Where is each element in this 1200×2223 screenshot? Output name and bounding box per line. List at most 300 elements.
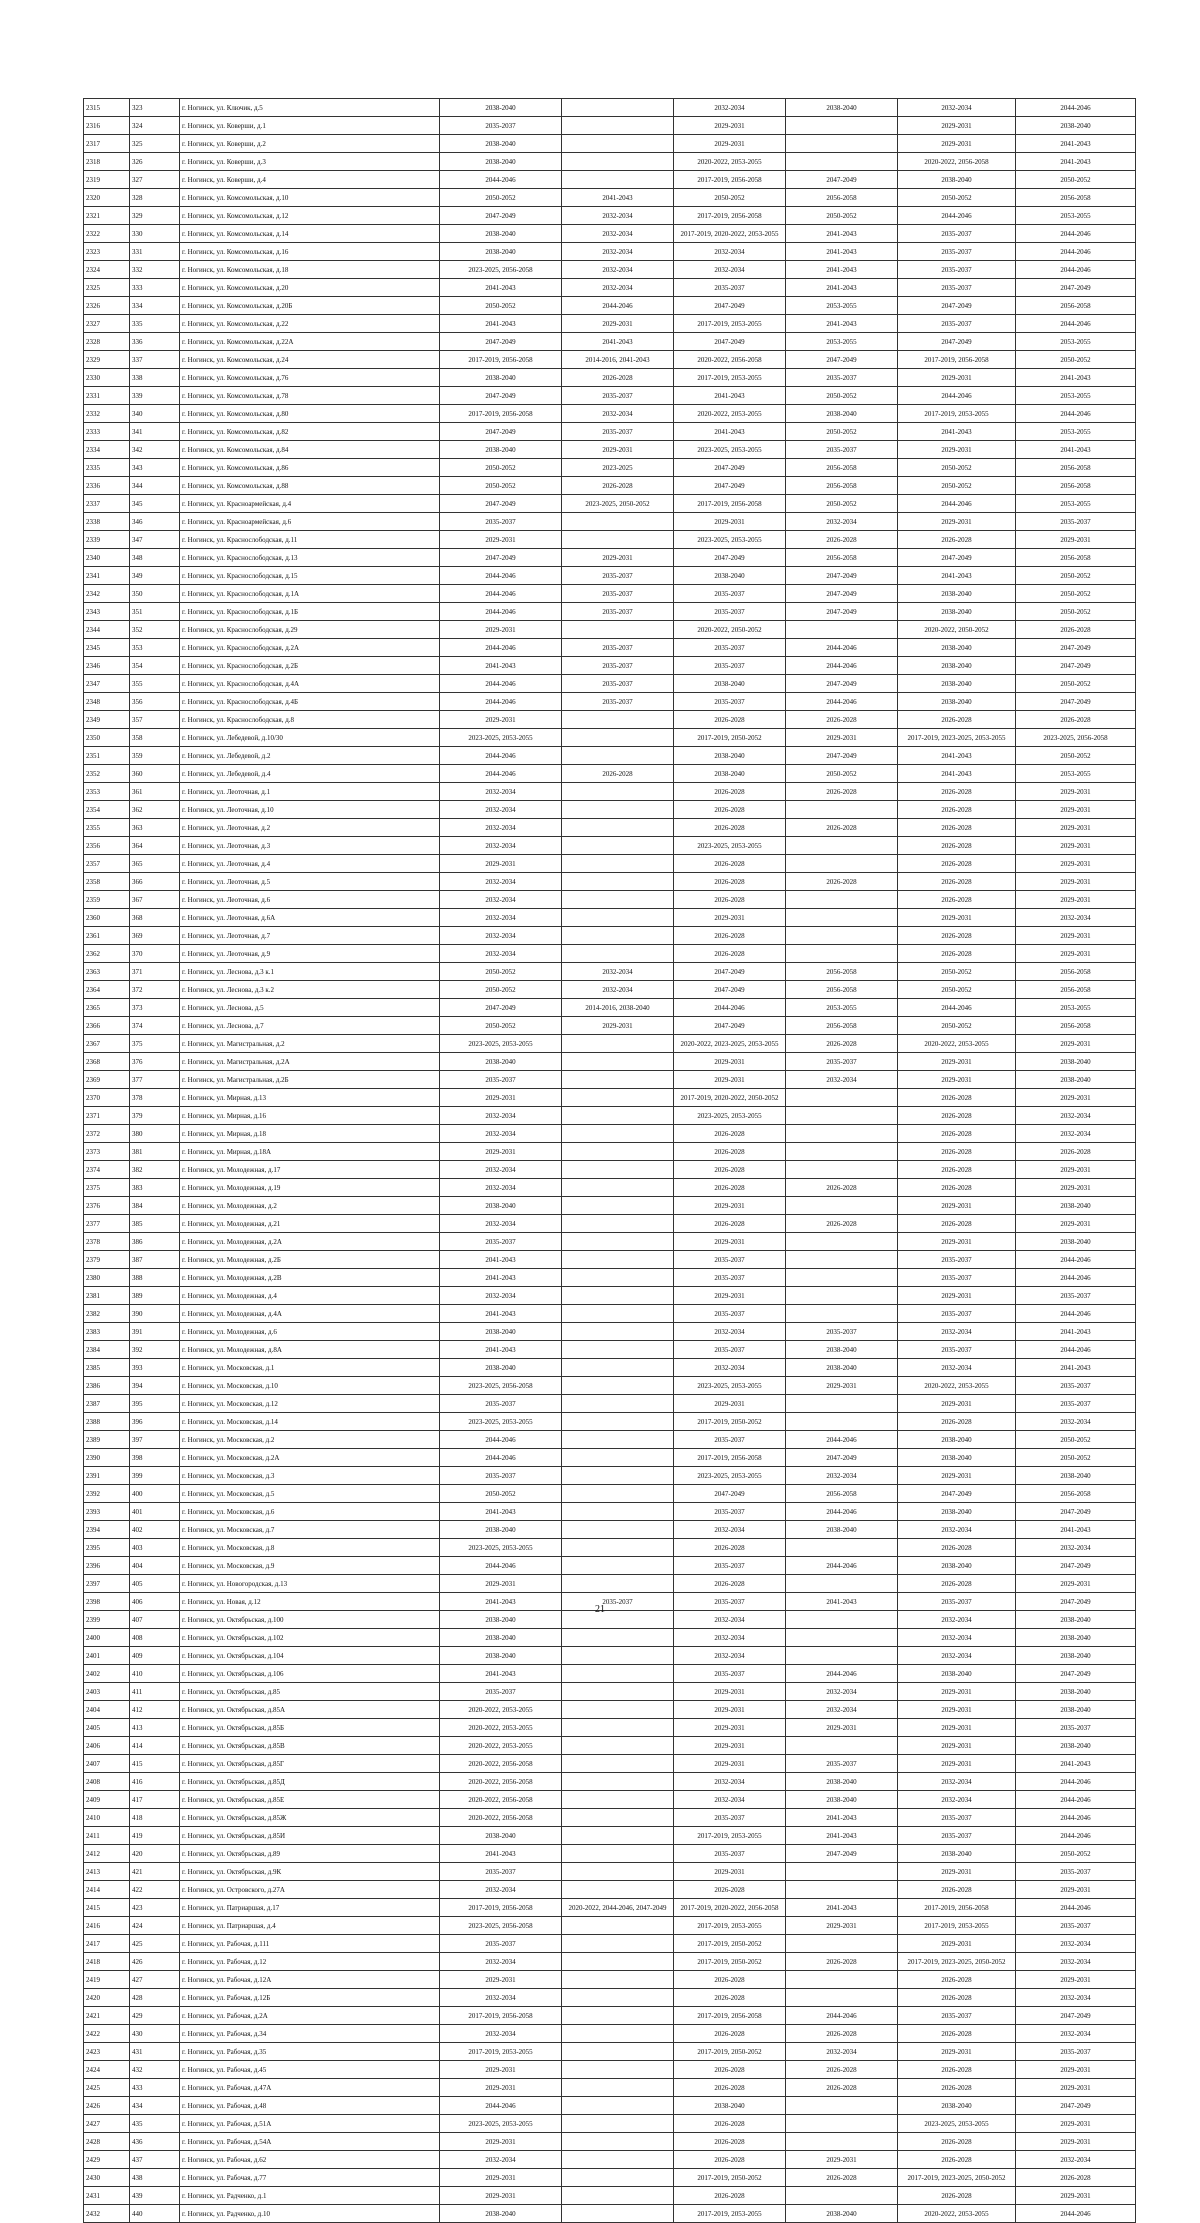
period-4-cell: 2038-2040: [786, 1521, 898, 1539]
period-1-cell: 2035-2037: [440, 513, 562, 531]
table-row: [84, 459, 1136, 477]
period-6-cell: 2029-2031: [1016, 891, 1136, 909]
period-1-cell: 2044-2046: [440, 567, 562, 585]
period-1-cell: 2029-2031: [440, 1575, 562, 1593]
address-cell: г. Ногинск, ул. Патриаршая, д.4: [180, 1917, 440, 1935]
period-1-cell: 2029-2031: [440, 621, 562, 639]
period-4-cell: [786, 117, 898, 135]
period-3-cell: 2032-2034: [674, 243, 786, 261]
building-id-cell: 390: [130, 1305, 180, 1323]
period-6-cell: 2032-2034: [1016, 1935, 1136, 1953]
building-id-cell: 343: [130, 459, 180, 477]
building-id-cell: 393: [130, 1359, 180, 1377]
row-number-cell: 2357: [84, 855, 130, 873]
period-5-cell: 2035-2037: [898, 1827, 1016, 1845]
period-5-cell: 2032-2034: [898, 1359, 1016, 1377]
period-5-cell: 2035-2037: [898, 315, 1016, 333]
period-4-cell: 2032-2034: [786, 2043, 898, 2061]
building-id-cell: 376: [130, 1053, 180, 1071]
row-number-cell: 2321: [84, 207, 130, 225]
period-4-cell: 2056-2058: [786, 963, 898, 981]
period-1-cell: 2038-2040: [440, 1323, 562, 1341]
address-cell: г. Ногинск, ул. Краснослободская, д.29: [180, 621, 440, 639]
address-cell: г. Ногинск, ул. Октябрьская, д.85Г: [180, 1755, 440, 1773]
period-6-cell: 2038-2040: [1016, 1629, 1136, 1647]
table-row: [84, 729, 1136, 747]
period-6-cell: 2050-2052: [1016, 1845, 1136, 1863]
period-2-cell: [562, 1269, 674, 1287]
building-id-cell: 402: [130, 1521, 180, 1539]
period-2-cell: 2029-2031: [562, 549, 674, 567]
row-number-cell: 2349: [84, 711, 130, 729]
building-id-cell: 361: [130, 783, 180, 801]
period-3-cell: 2026-2028: [674, 945, 786, 963]
row-number-cell: 2369: [84, 1071, 130, 1089]
table-row: [84, 153, 1136, 171]
period-4-cell: 2035-2037: [786, 441, 898, 459]
table-row: [84, 2025, 1136, 2043]
row-number-cell: 2350: [84, 729, 130, 747]
period-4-cell: 2038-2040: [786, 1791, 898, 1809]
period-4-cell: [786, 1269, 898, 1287]
row-number-cell: 2400: [84, 1629, 130, 1647]
address-cell: г. Ногинск, ул. Радченко, д.1: [180, 2187, 440, 2205]
period-5-cell: 2026-2028: [898, 1161, 1016, 1179]
period-2-cell: 2032-2034: [562, 981, 674, 999]
period-1-cell: 2032-2034: [440, 1881, 562, 1899]
period-6-cell: 2029-2031: [1016, 801, 1136, 819]
row-number-cell: 2365: [84, 999, 130, 1017]
period-6-cell: 2041-2043: [1016, 1323, 1136, 1341]
period-1-cell: 2023-2025, 2056-2058: [440, 1917, 562, 1935]
period-3-cell: 2029-2031: [674, 1395, 786, 1413]
period-6-cell: 2047-2049: [1016, 2097, 1136, 2115]
period-4-cell: [786, 1305, 898, 1323]
address-cell: г. Ногинск, ул. Октябрьская, д.85Ж: [180, 1809, 440, 1827]
row-number-cell: 2379: [84, 1251, 130, 1269]
period-3-cell: 2032-2034: [674, 1629, 786, 1647]
period-6-cell: 2050-2052: [1016, 351, 1136, 369]
period-6-cell: 2029-2031: [1016, 1971, 1136, 1989]
period-3-cell: 2029-2031: [674, 1701, 786, 1719]
period-4-cell: 2050-2052: [786, 423, 898, 441]
period-5-cell: 2032-2034: [898, 1647, 1016, 1665]
building-id-cell: 424: [130, 1917, 180, 1935]
row-number-cell: 2330: [84, 369, 130, 387]
period-1-cell: 2020-2022, 2053-2055: [440, 1737, 562, 1755]
row-number-cell: 2360: [84, 909, 130, 927]
row-number-cell: 2402: [84, 1665, 130, 1683]
address-cell: г. Ногинск, ул. Октябрьская, д.85И: [180, 1827, 440, 1845]
period-5-cell: 2038-2040: [898, 1449, 1016, 1467]
period-4-cell: 2047-2049: [786, 1845, 898, 1863]
period-3-cell: 2029-2031: [674, 513, 786, 531]
period-6-cell: 2023-2025, 2056-2058: [1016, 729, 1136, 747]
table-row: [84, 639, 1136, 657]
period-4-cell: [786, 2115, 898, 2133]
period-1-cell: 2044-2046: [440, 639, 562, 657]
period-3-cell: 2023-2025, 2053-2055: [674, 837, 786, 855]
table-row: [84, 1917, 1136, 1935]
period-1-cell: 2032-2034: [440, 927, 562, 945]
table-row: [84, 747, 1136, 765]
period-6-cell: 2047-2049: [1016, 1503, 1136, 1521]
table-row: [84, 1701, 1136, 1719]
period-4-cell: [786, 1413, 898, 1431]
period-1-cell: 2050-2052: [440, 477, 562, 495]
address-cell: г. Ногинск, ул. Московская, д.1: [180, 1359, 440, 1377]
row-number-cell: 2318: [84, 153, 130, 171]
period-2-cell: [562, 1485, 674, 1503]
period-5-cell: 2029-2031: [898, 1737, 1016, 1755]
period-3-cell: 2038-2040: [674, 747, 786, 765]
period-3-cell: 2038-2040: [674, 675, 786, 693]
table-row: [84, 2097, 1136, 2115]
period-1-cell: 2044-2046: [440, 603, 562, 621]
period-5-cell: 2035-2037: [898, 261, 1016, 279]
period-6-cell: 2038-2040: [1016, 117, 1136, 135]
row-number-cell: 2410: [84, 1809, 130, 1827]
table-row: [84, 1233, 1136, 1251]
period-1-cell: 2020-2022, 2053-2055: [440, 1701, 562, 1719]
row-number-cell: 2333: [84, 423, 130, 441]
period-5-cell: 2029-2031: [898, 1467, 1016, 1485]
row-number-cell: 2320: [84, 189, 130, 207]
period-3-cell: 2035-2037: [674, 1305, 786, 1323]
address-cell: г. Ногинск, ул. Леоточная, д.1: [180, 783, 440, 801]
period-1-cell: 2047-2049: [440, 387, 562, 405]
period-3-cell: 2020-2022, 2056-2058: [674, 351, 786, 369]
row-number-cell: 2336: [84, 477, 130, 495]
building-id-cell: 346: [130, 513, 180, 531]
period-6-cell: 2044-2046: [1016, 1827, 1136, 1845]
table-row: [84, 819, 1136, 837]
row-number-cell: 2408: [84, 1773, 130, 1791]
table-row: [84, 981, 1136, 999]
period-6-cell: 2035-2037: [1016, 1719, 1136, 1737]
period-2-cell: 2029-2031: [562, 315, 674, 333]
period-6-cell: 2056-2058: [1016, 549, 1136, 567]
table-row: [84, 1251, 1136, 1269]
period-6-cell: 2044-2046: [1016, 1791, 1136, 1809]
period-1-cell: 2035-2037: [440, 117, 562, 135]
row-number-cell: 2432: [84, 2205, 130, 2223]
period-1-cell: 2032-2034: [440, 1989, 562, 2007]
period-4-cell: 2056-2058: [786, 549, 898, 567]
period-6-cell: 2029-2031: [1016, 1035, 1136, 1053]
period-3-cell: 2017-2019, 2056-2058: [674, 495, 786, 513]
period-4-cell: [786, 1881, 898, 1899]
period-6-cell: 2044-2046: [1016, 315, 1136, 333]
period-1-cell: 2041-2043: [440, 315, 562, 333]
period-2-cell: [562, 135, 674, 153]
period-1-cell: 2020-2022, 2056-2058: [440, 1809, 562, 1827]
period-5-cell: 2029-2031: [898, 1701, 1016, 1719]
period-3-cell: 2017-2019, 2053-2055: [674, 315, 786, 333]
period-1-cell: 2041-2043: [440, 1269, 562, 1287]
period-2-cell: [562, 873, 674, 891]
building-id-cell: 371: [130, 963, 180, 981]
row-number-cell: 2387: [84, 1395, 130, 1413]
period-6-cell: 2056-2058: [1016, 981, 1136, 999]
period-3-cell: 2026-2028: [674, 801, 786, 819]
table-row: [84, 387, 1136, 405]
period-1-cell: 2044-2046: [440, 1557, 562, 1575]
address-cell: г. Ногинск, ул. Комсомольская, д.22: [180, 315, 440, 333]
row-number-cell: 2352: [84, 765, 130, 783]
period-4-cell: [786, 909, 898, 927]
address-cell: г. Ногинск, ул. Краснослободская, д.1Б: [180, 603, 440, 621]
table-row: [84, 171, 1136, 189]
address-cell: г. Ногинск, ул. Молодежная, д.6: [180, 1323, 440, 1341]
period-4-cell: 2041-2043: [786, 1899, 898, 1917]
period-1-cell: 2023-2025, 2053-2055: [440, 1035, 562, 1053]
period-5-cell: 2026-2028: [898, 1107, 1016, 1125]
address-cell: г. Ногинск, ул. Октябрьская, д.85В: [180, 1737, 440, 1755]
building-id-cell: 372: [130, 981, 180, 999]
table-row: [84, 1287, 1136, 1305]
period-6-cell: 2053-2055: [1016, 423, 1136, 441]
address-cell: г. Ногинск, ул. Октябрьская, д.85А: [180, 1701, 440, 1719]
row-number-cell: 2396: [84, 1557, 130, 1575]
row-number-cell: 2418: [84, 1953, 130, 1971]
building-id-cell: 408: [130, 1629, 180, 1647]
period-4-cell: [786, 1287, 898, 1305]
address-cell: г. Ногинск, ул. Молодежная, д.17: [180, 1161, 440, 1179]
table-row: [84, 909, 1136, 927]
period-2-cell: [562, 837, 674, 855]
period-1-cell: 2032-2034: [440, 1287, 562, 1305]
building-id-cell: 411: [130, 1683, 180, 1701]
period-3-cell: 2026-2028: [674, 1575, 786, 1593]
period-3-cell: 2032-2034: [674, 1773, 786, 1791]
period-5-cell: 2026-2028: [898, 1215, 1016, 1233]
period-4-cell: [786, 1863, 898, 1881]
period-2-cell: 2032-2034: [562, 225, 674, 243]
period-2-cell: 2035-2037: [562, 567, 674, 585]
address-cell: г. Ногинск, ул. Рабочая, д.45: [180, 2061, 440, 2079]
table-row: [84, 2187, 1136, 2205]
period-3-cell: 2026-2028: [674, 2061, 786, 2079]
period-6-cell: 2035-2037: [1016, 513, 1136, 531]
period-1-cell: 2035-2037: [440, 1683, 562, 1701]
period-6-cell: 2026-2028: [1016, 2169, 1136, 2187]
period-6-cell: 2056-2058: [1016, 1017, 1136, 1035]
table-row: [84, 945, 1136, 963]
building-id-cell: 335: [130, 315, 180, 333]
period-1-cell: 2041-2043: [440, 1341, 562, 1359]
building-id-cell: 341: [130, 423, 180, 441]
building-id-cell: 348: [130, 549, 180, 567]
row-number-cell: 2416: [84, 1917, 130, 1935]
period-1-cell: 2047-2049: [440, 423, 562, 441]
address-cell: г. Ногинск, ул. Комсомольская, д.10: [180, 189, 440, 207]
table-row: [84, 873, 1136, 891]
row-number-cell: 2425: [84, 2079, 130, 2097]
row-number-cell: 2363: [84, 963, 130, 981]
address-cell: г. Ногинск, ул. Московская, д.6: [180, 1503, 440, 1521]
table-row: [84, 1161, 1136, 1179]
period-5-cell: 2026-2028: [898, 531, 1016, 549]
table-row: [84, 1071, 1136, 1089]
period-5-cell: 2029-2031: [898, 441, 1016, 459]
period-3-cell: 2017-2019, 2020-2022, 2053-2055: [674, 225, 786, 243]
period-6-cell: 2035-2037: [1016, 1377, 1136, 1395]
period-2-cell: [562, 117, 674, 135]
period-6-cell: 2056-2058: [1016, 963, 1136, 981]
building-id-cell: 332: [130, 261, 180, 279]
period-3-cell: 2029-2031: [674, 1233, 786, 1251]
period-6-cell: 2053-2055: [1016, 765, 1136, 783]
period-1-cell: 2032-2034: [440, 2151, 562, 2169]
period-4-cell: 2026-2028: [786, 819, 898, 837]
period-3-cell: 2023-2025, 2053-2055: [674, 1377, 786, 1395]
period-4-cell: 2026-2028: [786, 873, 898, 891]
building-id-cell: 433: [130, 2079, 180, 2097]
period-5-cell: 2035-2037: [898, 2007, 1016, 2025]
building-id-cell: 395: [130, 1395, 180, 1413]
period-6-cell: 2029-2031: [1016, 945, 1136, 963]
period-6-cell: 2038-2040: [1016, 1683, 1136, 1701]
period-4-cell: 2044-2046: [786, 693, 898, 711]
period-6-cell: 2050-2052: [1016, 603, 1136, 621]
table-row: [84, 279, 1136, 297]
row-number-cell: 2404: [84, 1701, 130, 1719]
building-id-cell: 419: [130, 1827, 180, 1845]
period-5-cell: 2044-2046: [898, 999, 1016, 1017]
address-cell: г. Ногинск, ул. Московская, д.14: [180, 1413, 440, 1431]
period-1-cell: 2050-2052: [440, 1485, 562, 1503]
period-6-cell: 2029-2031: [1016, 855, 1136, 873]
row-number-cell: 2393: [84, 1503, 130, 1521]
period-1-cell: 2044-2046: [440, 171, 562, 189]
period-3-cell: 2032-2034: [674, 1647, 786, 1665]
period-2-cell: [562, 945, 674, 963]
period-1-cell: 2050-2052: [440, 297, 562, 315]
building-id-cell: 359: [130, 747, 180, 765]
address-cell: г. Ногинск, ул. Магистральная, д.2: [180, 1035, 440, 1053]
building-id-cell: 363: [130, 819, 180, 837]
address-cell: г. Ногинск, ул. Краснослободская, д.8: [180, 711, 440, 729]
period-4-cell: [786, 1143, 898, 1161]
period-6-cell: 2032-2034: [1016, 1125, 1136, 1143]
period-4-cell: 2035-2037: [786, 369, 898, 387]
period-5-cell: 2038-2040: [898, 1557, 1016, 1575]
period-5-cell: 2020-2022, 2053-2055: [898, 1377, 1016, 1395]
row-number-cell: 2395: [84, 1539, 130, 1557]
row-number-cell: 2403: [84, 1683, 130, 1701]
period-3-cell: 2029-2031: [674, 909, 786, 927]
period-1-cell: 2041-2043: [440, 1503, 562, 1521]
period-5-cell: 2032-2034: [898, 1611, 1016, 1629]
address-cell: г. Ногинск, ул. Московская, д.8: [180, 1539, 440, 1557]
row-number-cell: 2332: [84, 405, 130, 423]
address-cell: г. Ногинск, ул. Молодежная, д.2Б: [180, 1251, 440, 1269]
address-cell: г. Ногинск, ул. Лебедевой, д.10/30: [180, 729, 440, 747]
period-4-cell: [786, 153, 898, 171]
period-1-cell: 2038-2040: [440, 1611, 562, 1629]
period-1-cell: 2032-2034: [440, 891, 562, 909]
building-id-cell: 353: [130, 639, 180, 657]
row-number-cell: 2411: [84, 1827, 130, 1845]
period-2-cell: [562, 171, 674, 189]
table-row: [84, 2043, 1136, 2061]
row-number-cell: 2372: [84, 1125, 130, 1143]
table-row: [84, 1557, 1136, 1575]
row-number-cell: 2406: [84, 1737, 130, 1755]
building-id-cell: 405: [130, 1575, 180, 1593]
address-cell: г. Ногинск, ул. Ключик, д.5: [180, 99, 440, 117]
period-6-cell: 2038-2040: [1016, 1737, 1136, 1755]
period-2-cell: 2023-2025: [562, 459, 674, 477]
row-number-cell: 2339: [84, 531, 130, 549]
row-number-cell: 2343: [84, 603, 130, 621]
period-1-cell: 2032-2034: [440, 873, 562, 891]
row-number-cell: 2385: [84, 1359, 130, 1377]
table-row: [84, 117, 1136, 135]
table-row: [84, 477, 1136, 495]
row-number-cell: 2356: [84, 837, 130, 855]
period-6-cell: 2050-2052: [1016, 585, 1136, 603]
row-number-cell: 2409: [84, 1791, 130, 1809]
building-id-cell: 438: [130, 2169, 180, 2187]
period-6-cell: 2044-2046: [1016, 1899, 1136, 1917]
period-5-cell: 2044-2046: [898, 207, 1016, 225]
period-2-cell: [562, 1413, 674, 1431]
address-cell: г. Ногинск, ул. Леснова, д.5: [180, 999, 440, 1017]
period-3-cell: 2035-2037: [674, 693, 786, 711]
period-2-cell: [562, 1647, 674, 1665]
table-row: [84, 1467, 1136, 1485]
period-4-cell: 2026-2028: [786, 1215, 898, 1233]
period-2-cell: [562, 1719, 674, 1737]
building-id-cell: 362: [130, 801, 180, 819]
period-2-cell: [562, 1125, 674, 1143]
period-1-cell: 2029-2031: [440, 711, 562, 729]
table-row: [84, 1089, 1136, 1107]
row-number-cell: 2342: [84, 585, 130, 603]
period-1-cell: 2023-2025, 2056-2058: [440, 1377, 562, 1395]
period-1-cell: 2029-2031: [440, 855, 562, 873]
building-id-cell: 339: [130, 387, 180, 405]
period-2-cell: [562, 2169, 674, 2187]
address-cell: г. Ногинск, ул. Мирная, д.13: [180, 1089, 440, 1107]
address-cell: г. Ногинск, ул. Коверши, д.2: [180, 135, 440, 153]
table-row: [84, 1377, 1136, 1395]
period-2-cell: [562, 1035, 674, 1053]
period-6-cell: 2038-2040: [1016, 1071, 1136, 1089]
address-cell: г. Ногинск, ул. Коверши, д.3: [180, 153, 440, 171]
period-3-cell: 2035-2037: [674, 1503, 786, 1521]
period-4-cell: 2047-2049: [786, 351, 898, 369]
period-4-cell: 2041-2043: [786, 225, 898, 243]
period-1-cell: 2029-2031: [440, 2169, 562, 2187]
period-3-cell: 2023-2025, 2053-2055: [674, 1107, 786, 1125]
period-1-cell: 2041-2043: [440, 1665, 562, 1683]
period-6-cell: 2047-2049: [1016, 639, 1136, 657]
period-1-cell: 2032-2034: [440, 1953, 562, 1971]
period-5-cell: 2050-2052: [898, 1017, 1016, 1035]
row-number-cell: 2398: [84, 1593, 130, 1611]
period-1-cell: 2044-2046: [440, 675, 562, 693]
period-5-cell: 2026-2028: [898, 1971, 1016, 1989]
row-number-cell: 2413: [84, 1863, 130, 1881]
period-2-cell: 2041-2043: [562, 189, 674, 207]
period-2-cell: [562, 1953, 674, 1971]
building-id-cell: 410: [130, 1665, 180, 1683]
period-4-cell: 2047-2049: [786, 675, 898, 693]
period-5-cell: 2032-2034: [898, 1773, 1016, 1791]
